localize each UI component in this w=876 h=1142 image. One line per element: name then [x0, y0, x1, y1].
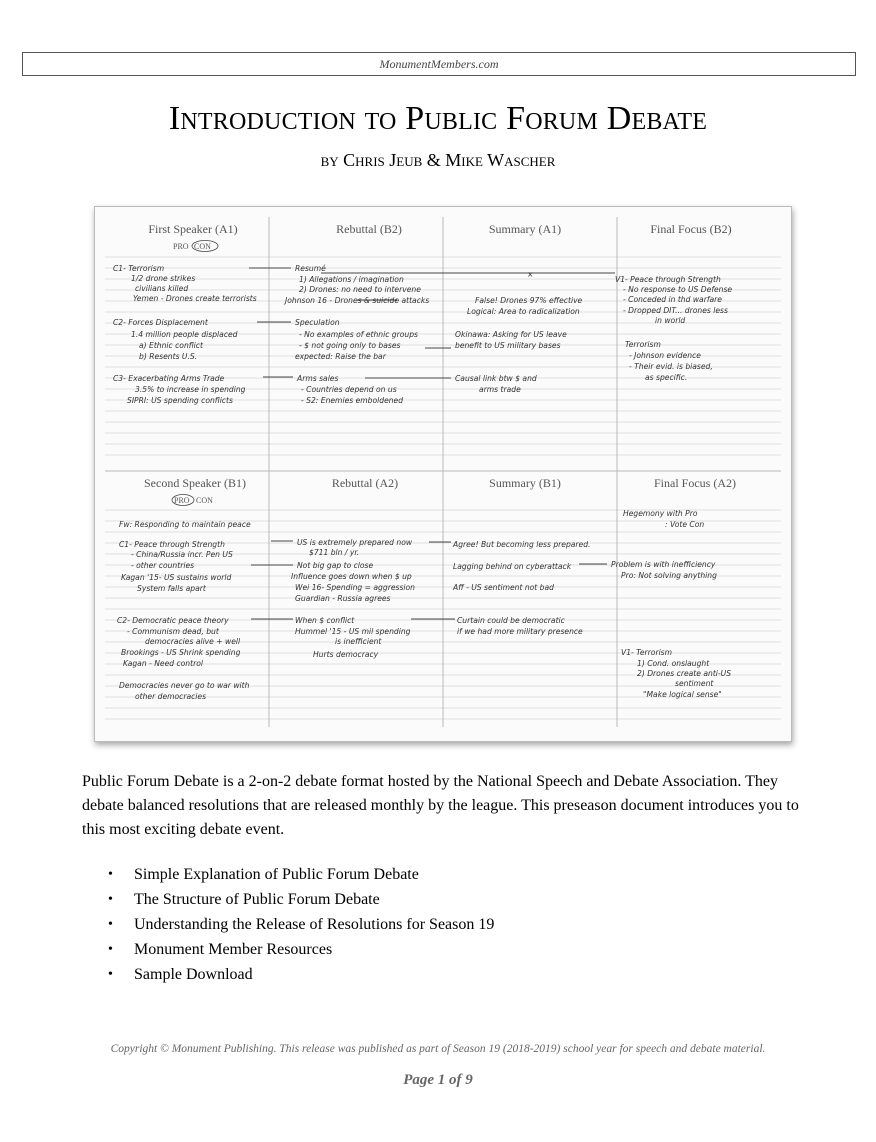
contents-list — [82, 862, 782, 987]
pro-label-top: PRO — [173, 242, 189, 251]
note-t2: 1/2 drone strikes — [131, 274, 196, 283]
note-z5: V1- Terrorism — [621, 648, 673, 657]
list-item-label: Understanding the Release of Resolutions for Season 19 — [134, 916, 495, 933]
note-r11: - S2: Enemies emboldened — [301, 396, 404, 405]
page-number: Page 1 of 9 — [403, 1072, 473, 1088]
note-a6: Guardian - Russia agrees — [295, 594, 391, 603]
note-z4: Pro: Not solving anything — [621, 571, 717, 580]
note-f2: - No response to US Defense — [623, 285, 733, 294]
copyright-notice: Copyright © Monument Publishing. This release was published as part of Season 19 (2018-2019) school year for speech and debate material. — [110, 1043, 766, 1055]
note-y2: Lagging behind on cyberattack — [453, 562, 572, 571]
note-b4: - other countries — [131, 561, 195, 570]
col-head-a2: Rebuttal (A2) — [331, 476, 399, 490]
note-r9: Arms sales — [297, 374, 339, 383]
note-s2: Logical: Area to radicalization — [467, 307, 580, 316]
note-t9: C3- Exacerbating Arms Trade — [113, 374, 225, 383]
note-t4: Yemen - Drones create terrorists — [133, 294, 257, 303]
note-b3: - China/Russia incr. Pen US — [131, 550, 233, 559]
note-b13: other democracies — [135, 692, 207, 701]
note-s5: Causal link btw $ and — [455, 374, 537, 383]
note-r5: Speculation — [295, 318, 340, 327]
note-r4: Johnson 16 - Drones & suicide attacks — [285, 296, 430, 305]
note-t1: C1- Terrorism — [113, 264, 165, 273]
note-a8: Hummel '15 - US mil spending — [295, 627, 411, 636]
note-y1: Agree! But becoming less prepared. — [453, 540, 591, 549]
note-t5: C2- Forces Displacement — [113, 318, 208, 327]
note-y3: Aff - US sentiment not bad — [453, 583, 554, 592]
note-t8: b) Resents U.S. — [139, 352, 198, 361]
note-f4: - Dropped DIT... drones less — [623, 306, 728, 315]
note-b12: Democracies never go to war with — [119, 681, 250, 690]
note-f3: - Conceded in thd warfare — [623, 295, 722, 304]
note-s6: arms trade — [479, 385, 521, 394]
note-z2: : Vote Con — [665, 520, 705, 529]
con-label-bottom: CON — [196, 496, 213, 505]
site-header — [22, 52, 856, 76]
note-t11: SIPRI: US spending conflicts — [127, 396, 233, 405]
col-head-summary-a1: Summary (A1) — [488, 222, 562, 236]
list-item — [82, 862, 782, 887]
bullet-icon: • — [108, 967, 113, 982]
intro-paragraph: Public Forum Debate is a 2-on-2 debate format hosted by the National Speech and Debate Association. They debate balanced resolutions that are released monthly by the league. This preseason document introduces you to this most exciting debate event. — [82, 773, 799, 838]
note-r1: Resumé — [295, 264, 326, 273]
note-a1: US is extremely prepared now — [297, 538, 413, 547]
note-a9: is inefficient — [335, 637, 382, 646]
note-b5: Kagan '15- US sustains world — [121, 573, 232, 582]
note-z6: 1) Cond. onslaught — [637, 659, 710, 668]
note-y5: if we had more military presence — [457, 627, 583, 636]
byline: by Chris Jeub & Mike Wascher — [320, 150, 556, 170]
bullet-icon: • — [108, 892, 113, 907]
note-r3: 2) Drones: no need to intervene — [299, 285, 421, 294]
note-t3: civilians killed — [135, 284, 189, 293]
list-item-label: Simple Explanation of Public Forum Debate — [134, 866, 419, 883]
note-y4: Curtain could be democratic — [457, 616, 565, 625]
note-b7: C2- Democratic peace theory — [117, 616, 229, 625]
note-z3: Problem is with inefficiency — [611, 560, 716, 569]
note-t6: 1.4 million people displaced — [131, 330, 238, 339]
note-z1: Hegemony with Pro — [623, 509, 698, 518]
note-r10: - Countries depend on us — [301, 385, 397, 394]
col-head-final-a2: Final Focus (A2) — [654, 476, 736, 490]
bullet-icon: • — [108, 917, 113, 932]
bullet-icon: • — [108, 942, 113, 957]
note-r7: - $ not going only to bases — [299, 341, 401, 350]
note-b11: Kagan - Need control — [123, 659, 203, 668]
bullet-icon: • — [108, 867, 113, 882]
note-b2: C1- Peace through Strength — [119, 540, 225, 549]
x-mark: × — [527, 270, 534, 279]
note-f5: in world — [655, 316, 686, 325]
note-z7: 2) Drones create anti-US — [637, 669, 732, 678]
note-b9: democracies alive + well — [145, 637, 241, 646]
note-s1: False! Drones 97% effective — [475, 296, 583, 305]
note-f6: Terrorism — [625, 340, 661, 349]
note-b10: Brookings - US Shrink spending — [121, 648, 241, 657]
note-a4: Influence goes down when $ up — [291, 572, 412, 581]
note-b8: - Communism dead, but — [127, 627, 219, 636]
note-a10: Hurts democracy — [313, 650, 379, 659]
note-f8: - Their evid. is biased, — [629, 362, 713, 371]
note-r6: - No examples of ethnic groups — [299, 330, 418, 339]
note-a2: $711 bln / yr. — [309, 548, 360, 557]
note-a7: When $ conflict — [295, 616, 355, 625]
con-label-top: CON — [194, 242, 211, 251]
site-name: MonumentMembers.com — [379, 56, 499, 71]
note-b6: System falls apart — [137, 584, 206, 593]
note-z9: "Make logical sense" — [643, 690, 722, 699]
col-head-b2: Rebuttal (B2) — [336, 222, 402, 236]
note-f9: as specific. — [645, 373, 688, 382]
note-s4: benefit to US military bases — [455, 341, 561, 350]
list-item — [82, 937, 782, 962]
list-item-label: Monument Member Resources — [134, 941, 333, 958]
note-a3: Not big gap to close — [297, 561, 374, 570]
flow-sheet-image — [94, 206, 792, 742]
note-z8: sentiment — [675, 679, 714, 688]
note-f1: V1- Peace through Strength — [615, 275, 721, 284]
col-head-final-b2: Final Focus (B2) — [650, 222, 732, 236]
note-r8: expected: Raise the bar — [295, 352, 386, 361]
col-head-summary-b1: Summary (B1) — [489, 476, 561, 490]
page-title: Introduction to Public Forum Debate — [168, 100, 708, 137]
list-item — [82, 962, 782, 987]
pro-label-bottom: PRO — [174, 496, 190, 505]
note-b1: Fw: Responding to maintain peace — [119, 520, 251, 529]
list-item — [82, 887, 782, 912]
col-head-a1: First Speaker (A1) — [148, 222, 238, 236]
list-item-label: The Structure of Public Forum Debate — [134, 891, 380, 908]
note-f7: - Johnson evidence — [629, 351, 701, 360]
note-r2: 1) Allegations / imagination — [299, 275, 404, 284]
col-head-b1: Second Speaker (B1) — [144, 476, 246, 490]
note-a5: Wei 16- Spending = aggression — [295, 583, 415, 592]
note-t7: a) Ethnic conflict — [139, 341, 203, 350]
list-item — [82, 912, 782, 937]
note-s3: Okinawa: Asking for US leave — [455, 330, 567, 339]
note-t10: 3.5% to increase in spending — [135, 385, 246, 394]
list-item-label: Sample Download — [134, 966, 253, 983]
